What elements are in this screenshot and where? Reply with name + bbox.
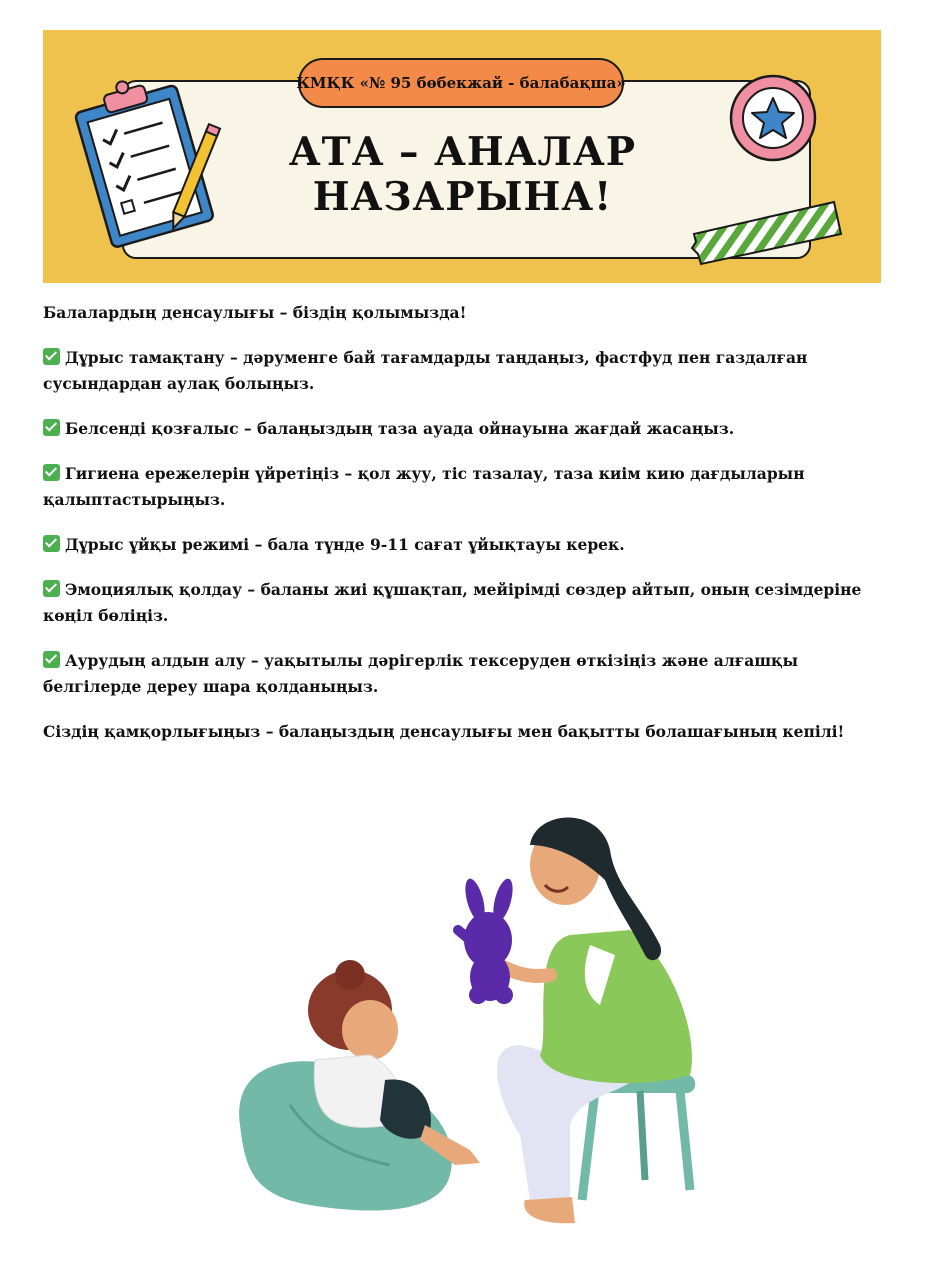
- advice-item: Белсенді қозғалыс – балаңыздың таза ауада ойнауына жағдай жасаңыз.: [43, 416, 888, 442]
- tape-icon: [690, 196, 845, 268]
- check-icon: [43, 651, 60, 668]
- check-icon: [43, 348, 60, 365]
- page-title: [220, 130, 705, 220]
- clipboard-icon: [62, 72, 222, 252]
- advice-item: Дұрыс тамақтану – дәруменге бай тағамдарды таңдаңыз, фастфуд пен газдалған сусындардан аулақ болыңыз.: [43, 348, 808, 393]
- mother-child-illustration: [220, 805, 720, 1235]
- star-badge-icon: [727, 72, 819, 164]
- organization-badge: КМҚК «№ 95 бөбекжай - балабақша»: [298, 58, 624, 108]
- advice-item: Дұрыс ұйқы режимі – бала түнде 9-11 сағат ұйықтауы керек.: [43, 532, 888, 558]
- check-icon: [43, 535, 60, 552]
- title-line-1: АТА – АНАЛАР: [288, 129, 637, 175]
- check-icon: [43, 464, 60, 481]
- advice-content: [43, 300, 888, 764]
- advice-item: Гигиена ережелерін үйретіңіз – қол жуу, тіс тазалау, таза киім кию дағдыларын қалыптастырыңыз.: [43, 464, 805, 509]
- advice-item: Аурудың алдын алу – уақытылы дәрігерлік тексеруден өткізіңіз және алғашқы белгілерде дереу шара қолданыңыз.: [43, 651, 799, 696]
- intro-text: Балалардың денсаулығы – біздің қолымызда!: [43, 303, 467, 322]
- closing-text: Сіздің қамқорлығыңыз – балаңыздың денсаулығы мен бақытты болашағының кепілі!: [43, 722, 845, 741]
- advice-item: Эмоциялық қолдау – баланы жиі құшақтап, мейірімді сөздер айтып, оның сезімдеріне көңіл бөліңіз.: [43, 580, 862, 625]
- check-icon: [43, 580, 60, 597]
- title-line-2: НАЗАРЫНА!: [312, 174, 613, 220]
- check-icon: [43, 419, 60, 436]
